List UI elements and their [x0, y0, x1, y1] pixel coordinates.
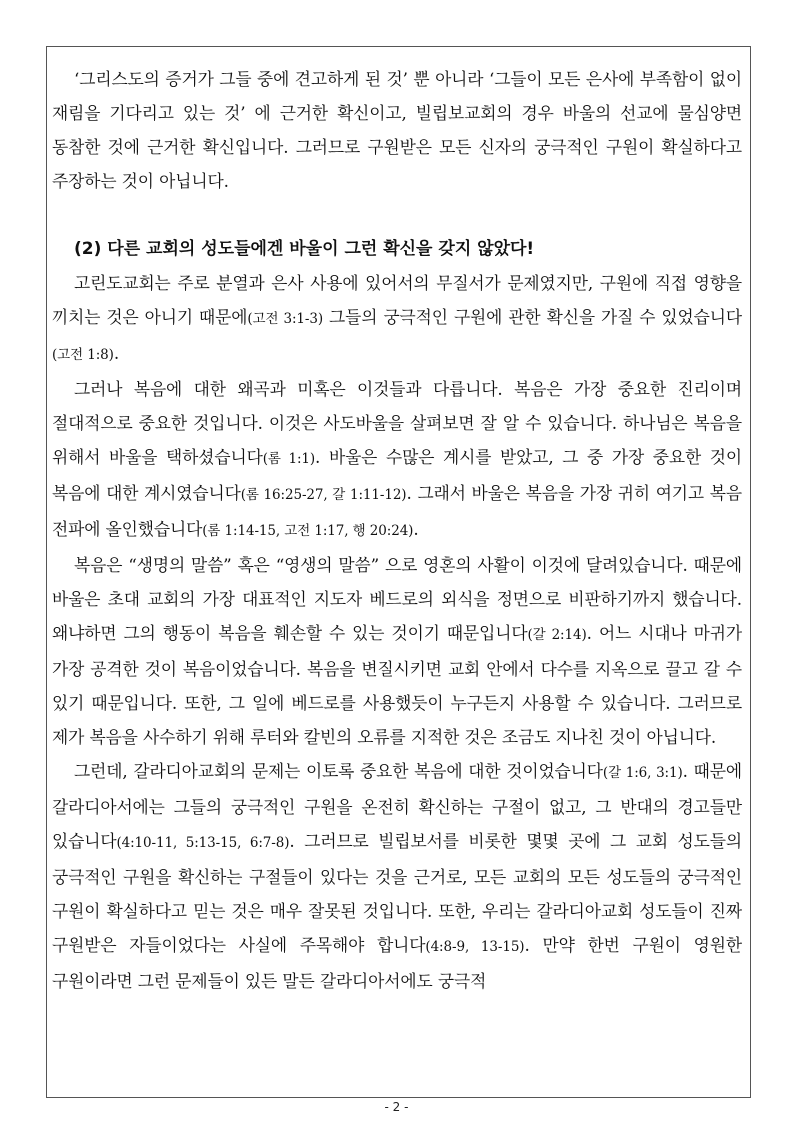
- paragraph-4: [52, 754, 742, 998]
- p3-text-a: 복음은 “생명의 말씀” 혹은 “영생의 말씀” 으로 영혼의 사활이 이것에 달려있습니다. 때문에 바울은 초대 교회의 가장 대표적인 지도자 베드로의 외식을 정면으로 비판하기까지 했습니다. 왜냐하면 그의 행동이 복음을 훼손할 수 있는 것이기 때문입니다: [52, 555, 742, 643]
- p1-text-b: 그들의 궁극적인 구원에 관한 확신을 가질 수 있었습니다: [323, 307, 742, 327]
- p3-text-b: . 어느 시대나 마귀가 가장 공격한 것이 복음이었습니다. 복음을 변질시키면 교회 안에서 다수를 지옥으로 끌고 갈 수 있기 때문입니다. 또한, 그 일에 베드로를 사용했듯이 누구든지 사용할 수 있습니다. 그러므로 제가 복음을 사수하기 위해 루터와 칼빈의 오류를 지적한 것은 조금도 지나친 것이 아닙니다.: [52, 623, 742, 747]
- p2-text-b: . 바울은 수많은 계시를 받았고, 그 중 가장 중요한 것이 복음에 대한 계시였습니다: [52, 447, 742, 503]
- page-number: - 2 -: [384, 1100, 409, 1114]
- p4-ref-2: (4:10-11, 5:13-15, 6:7-8): [116, 835, 290, 851]
- paragraph-2: [52, 372, 742, 548]
- p4-ref-1: (갈 1:6, 3:1): [602, 765, 683, 781]
- p4-text-d: . 만약 한번 구원이 영원한 구원이라면 그런 문제들이 있든 말든 갈라디아서에도 궁극적: [52, 935, 743, 991]
- p4-text-b: . 때문에 갈라디아서에는 그들의 궁극적인 구원을 온전히 확신하는 구절이 없고, 그 반대의 경고들만 있습니다: [52, 761, 743, 851]
- p1-text-c: .: [113, 343, 120, 363]
- p2-text-a: 그러나 복음에 대한 왜곡과 미혹은 이것들과 다릅니다. 복음은 가장 중요한 진리이며 절대적으로 중요한 것입니다. 이것은 사도바울을 살펴보면 잘 알 수 있습니다. 하나님은 복음을 위해서 바울을 택하셨습니다: [52, 379, 742, 467]
- p2-text-d: .: [413, 519, 419, 539]
- p2-ref-2: (롬 16:25-27, 갈 1:11-12): [240, 487, 407, 503]
- p1-ref-1: (고전 3:1-3): [247, 311, 323, 327]
- p1-text-a: 고린도교회는 주로 분열과 은사 사용에 있어서의 무질서가 문제였지만, 구원에 직접 영향을 끼치는 것은 아니기 때문에: [52, 273, 742, 327]
- p2-ref-1: (롬 1:1): [262, 451, 316, 467]
- p4-text-a: 그런데, 갈라디아교회의 문제는 이토록 중요한 복음에 대한 것이었습니다: [74, 761, 603, 781]
- p3-ref-1: (갈 2:14): [527, 627, 587, 643]
- p4-text-c: . 그러므로 빌립보서를 비롯한 몇몇 곳에 그 교회 성도들의 궁극적인 구원을 확신하는 구절들이 있다는 것을 근거로, 모든 교회의 모든 성도들의 궁극적인 구원이 확실하다고 믿는 것은 매우 잘못된 것입니다. 또한, 우리는 갈라디아교회 성도들이 진짜 구원받은 자들이었다는 사실에 주목해야 합니다: [52, 831, 742, 955]
- paragraph-1: [52, 266, 742, 372]
- page-body: [52, 62, 742, 998]
- p2-text-c: . 그래서 바울은 복음을 가장 귀히 여기고 복음 전파에 올인했습니다: [52, 483, 742, 539]
- intro-paragraph: ‘그리스도의 증거가 그들 중에 견고하게 된 것’ 뿐 아니라 ‘그들이 모든 은사에 부족함이 없이 재림을 기다리고 있는 것’ 에 근거한 확신이고, 빌립보교회의 경우 바울의 선교에 물심양면 동참한 것에 근거한 확신입니다. 그러므로 구원받은 모든 신자의 궁극적인 구원이 확실하다고 주장하는 것이 아닙니다.: [52, 69, 742, 191]
- p2-ref-3: (롬 1:14-15, 고전 1:17, 행 20:24): [202, 523, 414, 539]
- p1-ref-2: (고전 1:8): [52, 347, 114, 363]
- p4-ref-3: (4:8-9, 13-15): [425, 939, 525, 955]
- section-heading: (2) 다른 교회의 성도들에겐 바울이 그런 확신을 갖지 않았다!: [74, 239, 535, 259]
- paragraph-3: [52, 548, 742, 754]
